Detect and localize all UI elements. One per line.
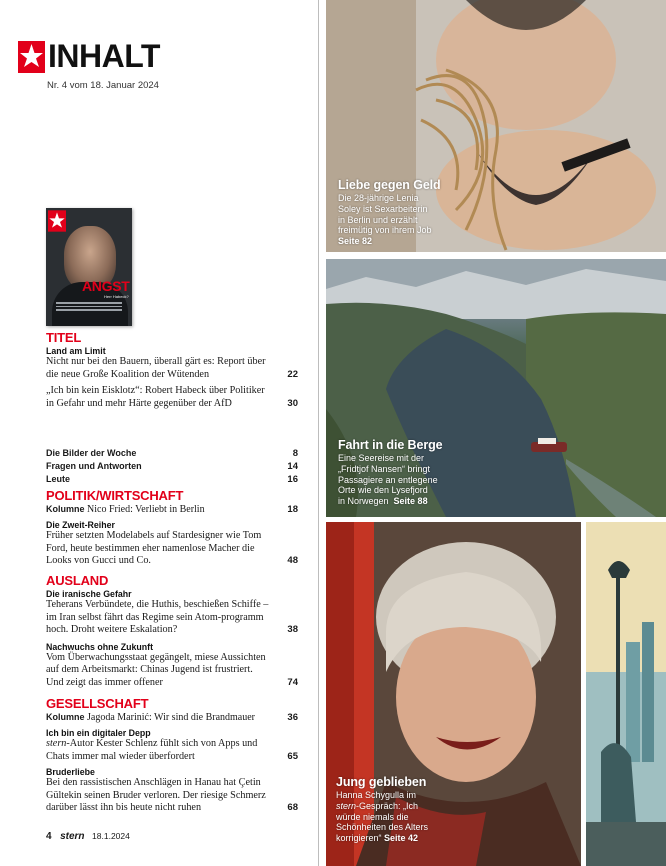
cover-textlines <box>56 302 122 313</box>
page-number: 18 <box>287 504 298 515</box>
page-number: 74 <box>287 676 298 688</box>
article-desc: „Ich bin kein Eisklotz“: Robert Habeck über Politiker in Gefahr und mehr Härte gegenüber der AfD <box>46 385 265 409</box>
kolumne-text: Jagoda Marinić: Wir sind die Brandmauer <box>87 712 255 723</box>
teaser-line: würde niemals die <box>336 811 409 822</box>
article-desc: Bei den rassistischen Anschlägen in Hanau hat Çetin Gültekin seinen Bruder verloren. Der riesige Schmerz darüber lässt ihn bis heute nicht ruhen <box>46 777 266 814</box>
cover-headline: ANGST <box>82 278 130 294</box>
article-desc: Teherans Verbündete, die Huthis, beschießen Schiffe –im Iran selbst fährt das Regime sein Atom-programm hoch. Droht weitere Eskalation? <box>46 599 269 636</box>
article-teaser[interactable] <box>46 385 298 410</box>
teaser-line: korrigieren“ <box>336 833 382 844</box>
article-teaser[interactable] <box>46 738 298 763</box>
page-number: 65 <box>287 750 298 762</box>
page-number: 16 <box>287 474 298 485</box>
teaser-headline: Liebe gegen Geld <box>338 178 441 192</box>
article-teaser[interactable] <box>46 530 298 568</box>
article-title: Land am Limit <box>46 346 106 356</box>
teaser-line: Schönheiten des Alters <box>336 822 429 833</box>
brand-italic: stern <box>336 800 357 811</box>
kolumne-row[interactable] <box>46 503 298 516</box>
article-teaser[interactable] <box>46 652 298 690</box>
teaser-line: -Gespräch: „Ich <box>356 800 419 811</box>
toc-row[interactable] <box>46 460 298 473</box>
teaser-headline: Fahrt in die Berge <box>338 438 443 452</box>
article-teaser[interactable] <box>46 777 298 815</box>
section-politik <box>46 488 298 568</box>
toc-row[interactable] <box>46 447 298 460</box>
teaser-caption <box>336 775 428 844</box>
teaser-illustration[interactable] <box>586 522 666 866</box>
teaser-line: Hanna Schygulla im <box>336 790 417 800</box>
page-footer <box>46 831 130 842</box>
teaser-line: Die 28-jährige Lenia <box>338 193 419 203</box>
article-title: Ich bin ein digitaler Depp <box>46 728 151 738</box>
article-teaser[interactable] <box>46 356 298 381</box>
teaser-line: freimütig von ihrem Job <box>338 225 432 236</box>
footer-date: 18.1.2024 <box>92 831 130 841</box>
teaser-caption <box>338 178 441 247</box>
page-number: 36 <box>287 712 298 723</box>
toc-row[interactable] <box>46 473 298 486</box>
illustration-art <box>586 522 666 866</box>
article-desc: Vom Überwachungsstaat gegängelt, miese Aussichten auf dem Arbeitsmarkt: Chinas Jugend ist frustriert. Und zeigt das immer offener <box>46 651 266 688</box>
teaser-line: Orte wie den Lysefjord <box>338 485 428 496</box>
article-desc: -Autor Kester Schlenz fühlt sich von Apps und Chats immer mal wieder überfordert <box>46 738 258 762</box>
cover-thumbnail[interactable] <box>46 208 132 326</box>
toc-column <box>0 0 318 866</box>
teaser-page: Seite 88 <box>393 496 428 507</box>
kolumne-text: Nico Fried: Verliebt in Berlin <box>87 504 205 515</box>
brand-italic: stern <box>46 738 67 749</box>
article-title: Die iranische Gefahr <box>46 589 132 599</box>
article-desc: Früher setzten Modelabels auf Stardesigner wie Tom Ford, heute bestimmen eher namenlose Macher die Looks von Gucci und Co. <box>46 530 262 567</box>
footer-page-number: 4 <box>46 831 52 842</box>
section-titel <box>46 330 298 410</box>
page-number: 48 <box>287 555 298 567</box>
page-title: INHALT <box>48 38 160 74</box>
row-label: Die Bilder der Woche <box>46 448 137 458</box>
page-number: 14 <box>287 461 298 472</box>
section-heading: AUSLAND <box>46 573 109 588</box>
article-title: Nachwuchs ohne Zukunft <box>46 641 154 652</box>
teaser-caption <box>338 438 442 507</box>
teaser-line: in Berlin und erzählt <box>338 214 418 225</box>
kolumne-label: Kolumne <box>46 712 85 722</box>
article-title: Die Zweit-Reiher <box>46 520 115 530</box>
article-desc: Nicht nur bei den Bauern, überall gärt es: Report über die neue Große Koalition der Wütenden <box>46 356 266 380</box>
article-title: Bruderliebe <box>46 767 95 778</box>
row-label: Fragen und Antworten <box>46 461 142 471</box>
teaser-line: „Fridtjof Nansen“ bringt <box>338 463 431 474</box>
section-gesellschaft <box>46 696 298 815</box>
page-number: 22 <box>287 368 298 380</box>
section-rubriken <box>46 447 298 486</box>
teaser-line: Passagiere an entlegene <box>338 474 438 485</box>
teaser-photo-fjord[interactable] <box>326 259 666 517</box>
teaser-line: in Norwegen <box>338 496 389 507</box>
teaser-photo-schygulla[interactable] <box>326 522 581 866</box>
article-teaser[interactable] <box>46 599 298 637</box>
teaser-page: Seite 42 <box>384 833 419 844</box>
section-heading: GESELLSCHAFT <box>46 696 149 711</box>
page-number: 38 <box>287 624 298 636</box>
stern-logo-icon <box>18 41 45 73</box>
section-heading: TITEL <box>46 330 82 345</box>
page-number: 68 <box>287 802 298 814</box>
footer-brand: stern <box>60 831 85 842</box>
kolumne-label: Kolumne <box>46 504 85 514</box>
teaser-photo-liebe[interactable] <box>326 0 666 252</box>
page-number: 30 <box>287 397 298 409</box>
teaser-line: Soley ist Sexarbeiterin <box>338 203 428 214</box>
teaser-page: Seite 82 <box>338 236 373 247</box>
page-number: 8 <box>292 448 298 459</box>
teaser-line: Eine Seereise mit der <box>338 453 425 463</box>
kolumne-row[interactable] <box>46 711 298 724</box>
section-heading: POLITIK/WIRTSCHAFT <box>46 488 184 503</box>
cover-subline: Herr Habeck? <box>104 294 129 299</box>
row-label: Leute <box>46 474 71 484</box>
column-divider <box>318 0 319 866</box>
cover-logo-icon <box>48 210 66 232</box>
section-ausland <box>46 573 298 690</box>
teaser-headline: Jung geblieben <box>336 775 427 789</box>
issue-date: Nr. 4 vom 18. Januar 2024 <box>47 80 159 91</box>
